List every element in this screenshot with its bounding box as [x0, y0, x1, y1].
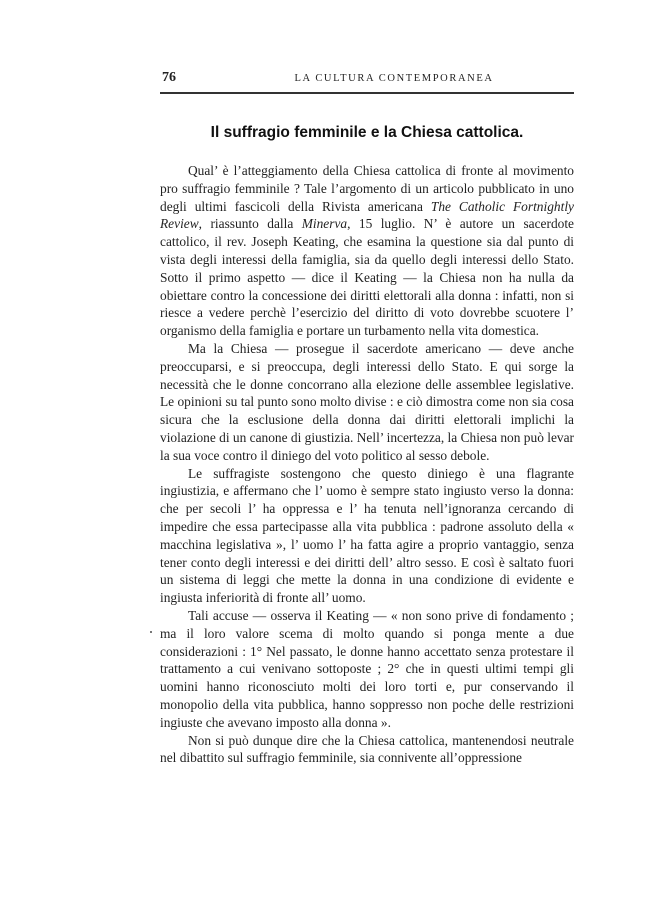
- article-title: Il suffragio femminile e la Chiesa cattolica.: [210, 124, 524, 141]
- review-title: The Catholic Fortnightly Review: [160, 198, 575, 232]
- paragraph-1-text-b: , riassunto dalla: [198, 216, 302, 232]
- paragraph-3: Le suffragiste sostengono che questo diniego è una flagrante ingiustizia, e affermano che l’ uomo è sempre stato ingiusto verso la donna: che per secoli l’ ha oppressa e l’ ha tenuta nell’ignoranza cercando di impedire che essa partecipasse alla vita pubblica : padrone assoluto della « macchina legislativa », l’ uomo l’ ha fatta agire a proprio vantaggio, senza tener conto degli interessi e dei diritti dell’ altro sesso. E così è saltato fuori un sistema di leggi che mette la donna in una condizione di evidente e ingiusta inferiorità di fronte all’ uomo.: [160, 465, 574, 606]
- header-rule: [160, 92, 574, 94]
- paragraph-1-text-c: , 15 luglio. N’ è autore un sacerdote cattolico, il rev. Joseph Keating, che esamina la questione sia dal punto di vista degli interessi della famiglia, sia da quello degli interessi dello Stato. Sotto il primo aspetto — dice il Keating — la Chiesa non ha nulla da obiettare contro la concessione dei diritti elettorali alla donna : infatti, non si riesce a vedere perchè l’esercizio del diritto di voto dovrebbe scuotere l’ organismo della famiglia e portare un turbamento nella vita domestica.: [160, 216, 574, 339]
- article-body: [160, 162, 574, 767]
- paragraph-4: Tali accuse — osserva il Keating — « non sono prive di fondamento ; ma il loro valore scema di molto quando si ponga mente a due considerazioni : 1° Nel passato, le donne hanno accettato senza protestare il trattamento a cui venivano sottoposte ; 2° che in questi ultimi tempi gli uomini hanno riconosciuto molti dei loro torti e, pur conservando il monopolio della vita pubblica, hanno soppresso non poche delle restrizioni ingiuste che avevano imposto alla donna ».: [160, 607, 574, 730]
- paragraph-5: Non si può dunque dire che la Chiesa cattolica, mantenendosi neutrale nel dibattito sul suffragio femminile, sia connivente all’oppressione: [160, 732, 574, 766]
- paragraph-1: [160, 162, 574, 340]
- page-number: 76: [162, 70, 176, 85]
- margin-mark: [150, 631, 152, 633]
- paragraph-1-text-a: Qual’ è l’atteggiamento della Chiesa cattolica di fronte al movimento pro suffragio femminile ? Tale l’argomento di un articolo pubblicato in uno degli ultimi fascicoli della Rivista americana: [160, 163, 574, 214]
- journal-title: LA CULTURA CONTEMPORANEA: [294, 73, 494, 84]
- minerva-title: Minerva: [301, 216, 348, 232]
- paragraph-2: Ma la Chiesa — prosegue il sacerdote americano — deve anche preoccuparsi, e si preoccupa, degli interessi dello Stato. E qui sorge la necessità che le donne concorrano alla elezione delle assemblee legislative. Le opinioni su tal punto sono molto divise : e ciò dimostra come non sia cosa sicura che la esclusione della donna dai diritti elettorali implichi la violazione di un canone di giustizia. Nell’ incertezza, la Chiesa non può levar la sua voce contro il diniego del voto politico al sesso debole.: [160, 340, 574, 463]
- running-head: [162, 70, 572, 90]
